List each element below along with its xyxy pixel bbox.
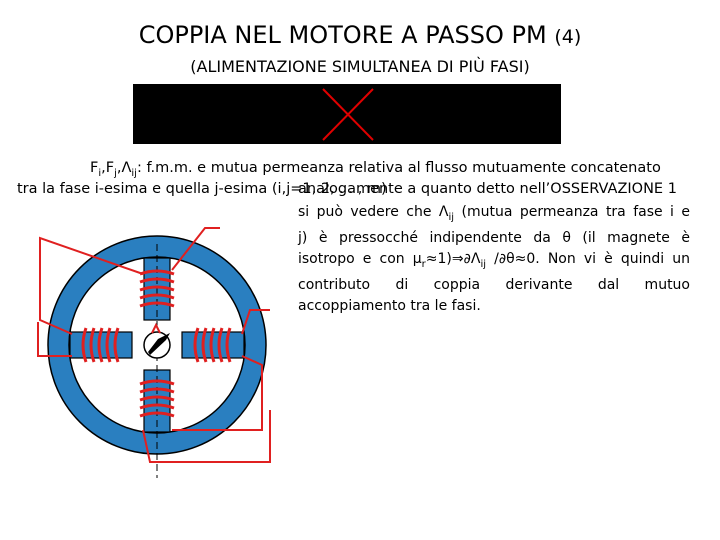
slide-subtitle: (ALIMENTAZIONE SIMULTANEA DI PIÙ FASI) [190, 57, 530, 76]
title-main: COPPIA NEL MOTORE A PASSO PM [138, 21, 547, 49]
paragraph-line: accoppiamento tra le fasi. [298, 297, 481, 314]
title-number: (4) [554, 26, 582, 48]
motor-diagram [0, 210, 300, 490]
paragraph-line: si può vedere che $\Lambda_{ij}$ (mutua permeanza tra fase i e [298, 204, 691, 223]
definition-line1-text: : f.m.m. e mutua permeanza relativa al flusso mutuamente concatenato [136, 160, 661, 176]
paragraph-line: j) è pressocché indipendente da θ (il magnete è [298, 230, 690, 247]
paragraph-line: contributo di coppia derivante dal mutuo [298, 277, 690, 294]
slide-title [0, 20, 720, 52]
definition-line2: tra la fase i-esima e quella j-esima (i,j=1, 2, . . , m) [17, 181, 387, 197]
red-cross-icon [133, 84, 561, 144]
overlap-text: analogamente a quanto detto nell’OSSERVAZIONE 1 [298, 181, 677, 197]
paragraph-line: isotropo e con $\mu_r\approx 1)\Rightarrow\partial\Lambda_{ij}$ /∂θ≈0. Non vi è quindi un [298, 250, 690, 270]
definition-line1: $F_i,F_j,\Lambda_{ij}$: f.m.m. e mutua permeanza relativa al flusso mutuamente concatenato [90, 160, 661, 179]
formula-box [133, 84, 561, 144]
explanation-paragraph [298, 202, 690, 316]
